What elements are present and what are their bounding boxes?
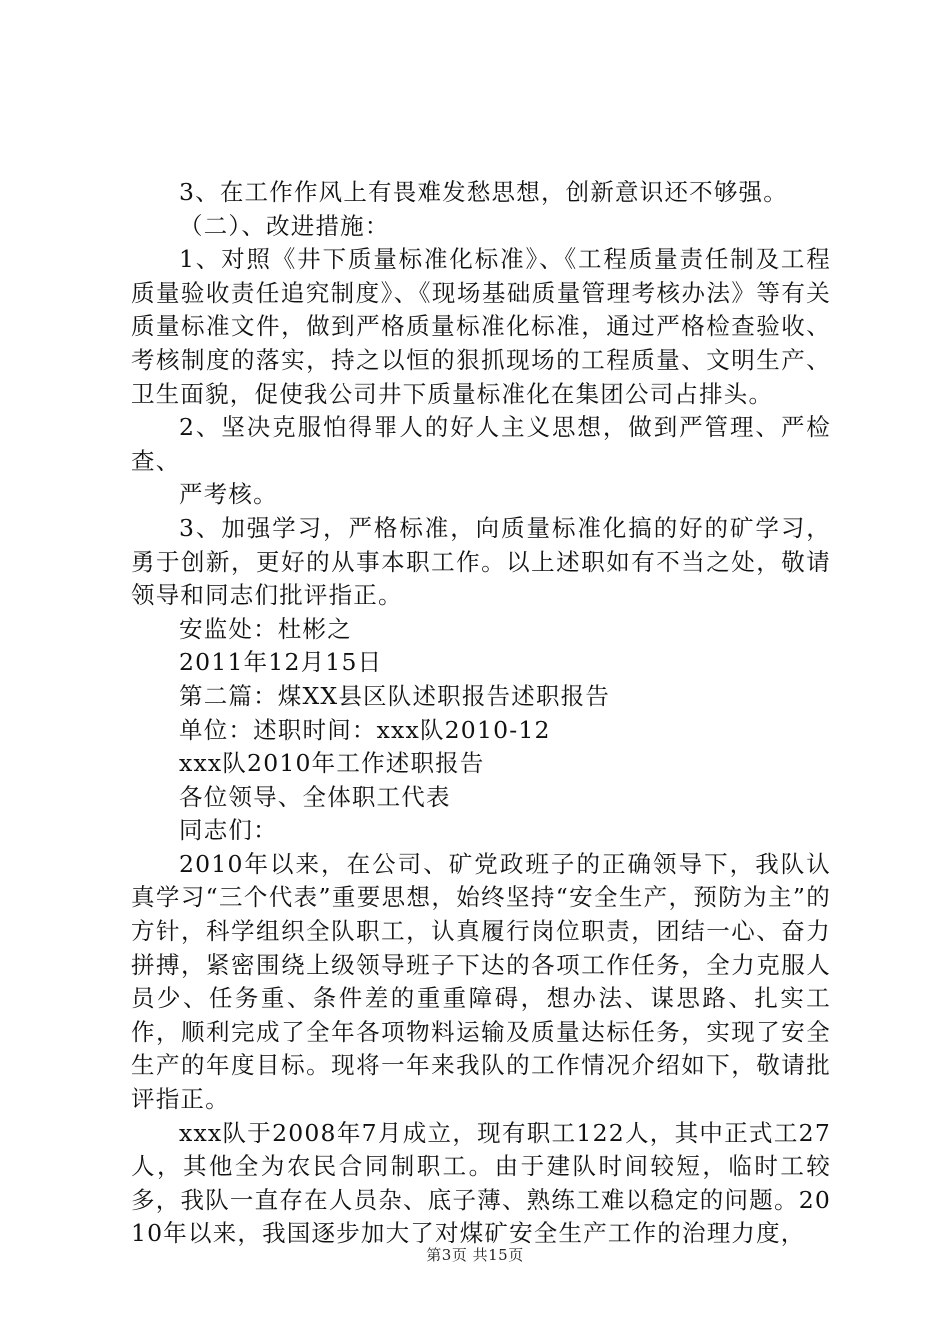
date-line: 2011年12月15日 bbox=[179, 648, 383, 677]
unit-time-line: 单位：述职时间：xxx队2010-12 bbox=[179, 715, 551, 744]
paragraph-measure-3: 3、加强学习，严格标准，向质量标准化搞的好的矿学习，勇于创新，更好的从事本职工作。以上述职如有不当之处，敬请领导和同志们批评指正。 bbox=[131, 513, 831, 610]
salutation-leaders: 各位领导、全体职工代表 bbox=[179, 782, 451, 811]
paragraph-measure-2-continued: 严考核。 bbox=[179, 480, 278, 509]
signature-line: 安监处：杜彬之 bbox=[179, 614, 352, 643]
chapter-title: 第二篇：煤XX县区队述职报告述职报告 bbox=[179, 681, 611, 710]
paragraph-2010-overview: 2010年以来，在公司、矿党政班子的正确领导下，我队认真学习“三个代表”重要思想，始终坚持“安全生产，预防为主”的方针，科学组织全队职工，认真履行岗位职责，团结一心、奋力拼搏，紧密围绕上级领导班子下达的各项工作任务，全力克服人员少、任务重、条件差的重重障碍，想办法、谋思路、扎实工作，顺利完成了全年各项物料运输及质量达标任务，实现了安全生产的年度目标。现将一年来我队的工作情况介绍如下，敬请批评指正。 bbox=[131, 849, 831, 1114]
section-heading-improvements: （二）、改进措施： bbox=[179, 211, 390, 240]
page-number-footer: 第3页 共15页 bbox=[426, 1246, 524, 1264]
paragraph-measure-2: 2、坚决克服怕得罪人的好人主义思想，做到严管理、严检查、 bbox=[131, 413, 831, 475]
document-body bbox=[131, 176, 831, 1251]
paragraph-measure-1: 1、对照《井下质量标准化标准》、《工程质量责任制及工程质量验收责任追究制度》、《现场基础质量管理考核办法》等有关质量标准文件，做到严格质量标准化标准，通过严格检查验收、考核制度的落实，持之以恒的狠抓现场的工程质量、文明生产、卫生面貌，促使我公司井下质量标准化在集团公司占排头。 bbox=[131, 245, 831, 408]
report-title: xxx队2010年工作述职报告 bbox=[179, 749, 485, 778]
salutation-comrades: 同志们： bbox=[179, 816, 278, 845]
paragraph-team-background: xxx队于2008年7月成立，现有职工122人，其中正式工27人，其他全为农民合同制职工。由于建队时间较短，临时工较多，我队一直存在人员杂、底子薄、熟练工难以稳定的问题。2010年以来，我国逐步加大了对煤矿安全生产工作的治理力度， bbox=[131, 1118, 831, 1248]
paragraph-attitude-issue: 3、在工作作风上有畏难发愁思想，创新意识还不够强。 bbox=[179, 178, 788, 206]
